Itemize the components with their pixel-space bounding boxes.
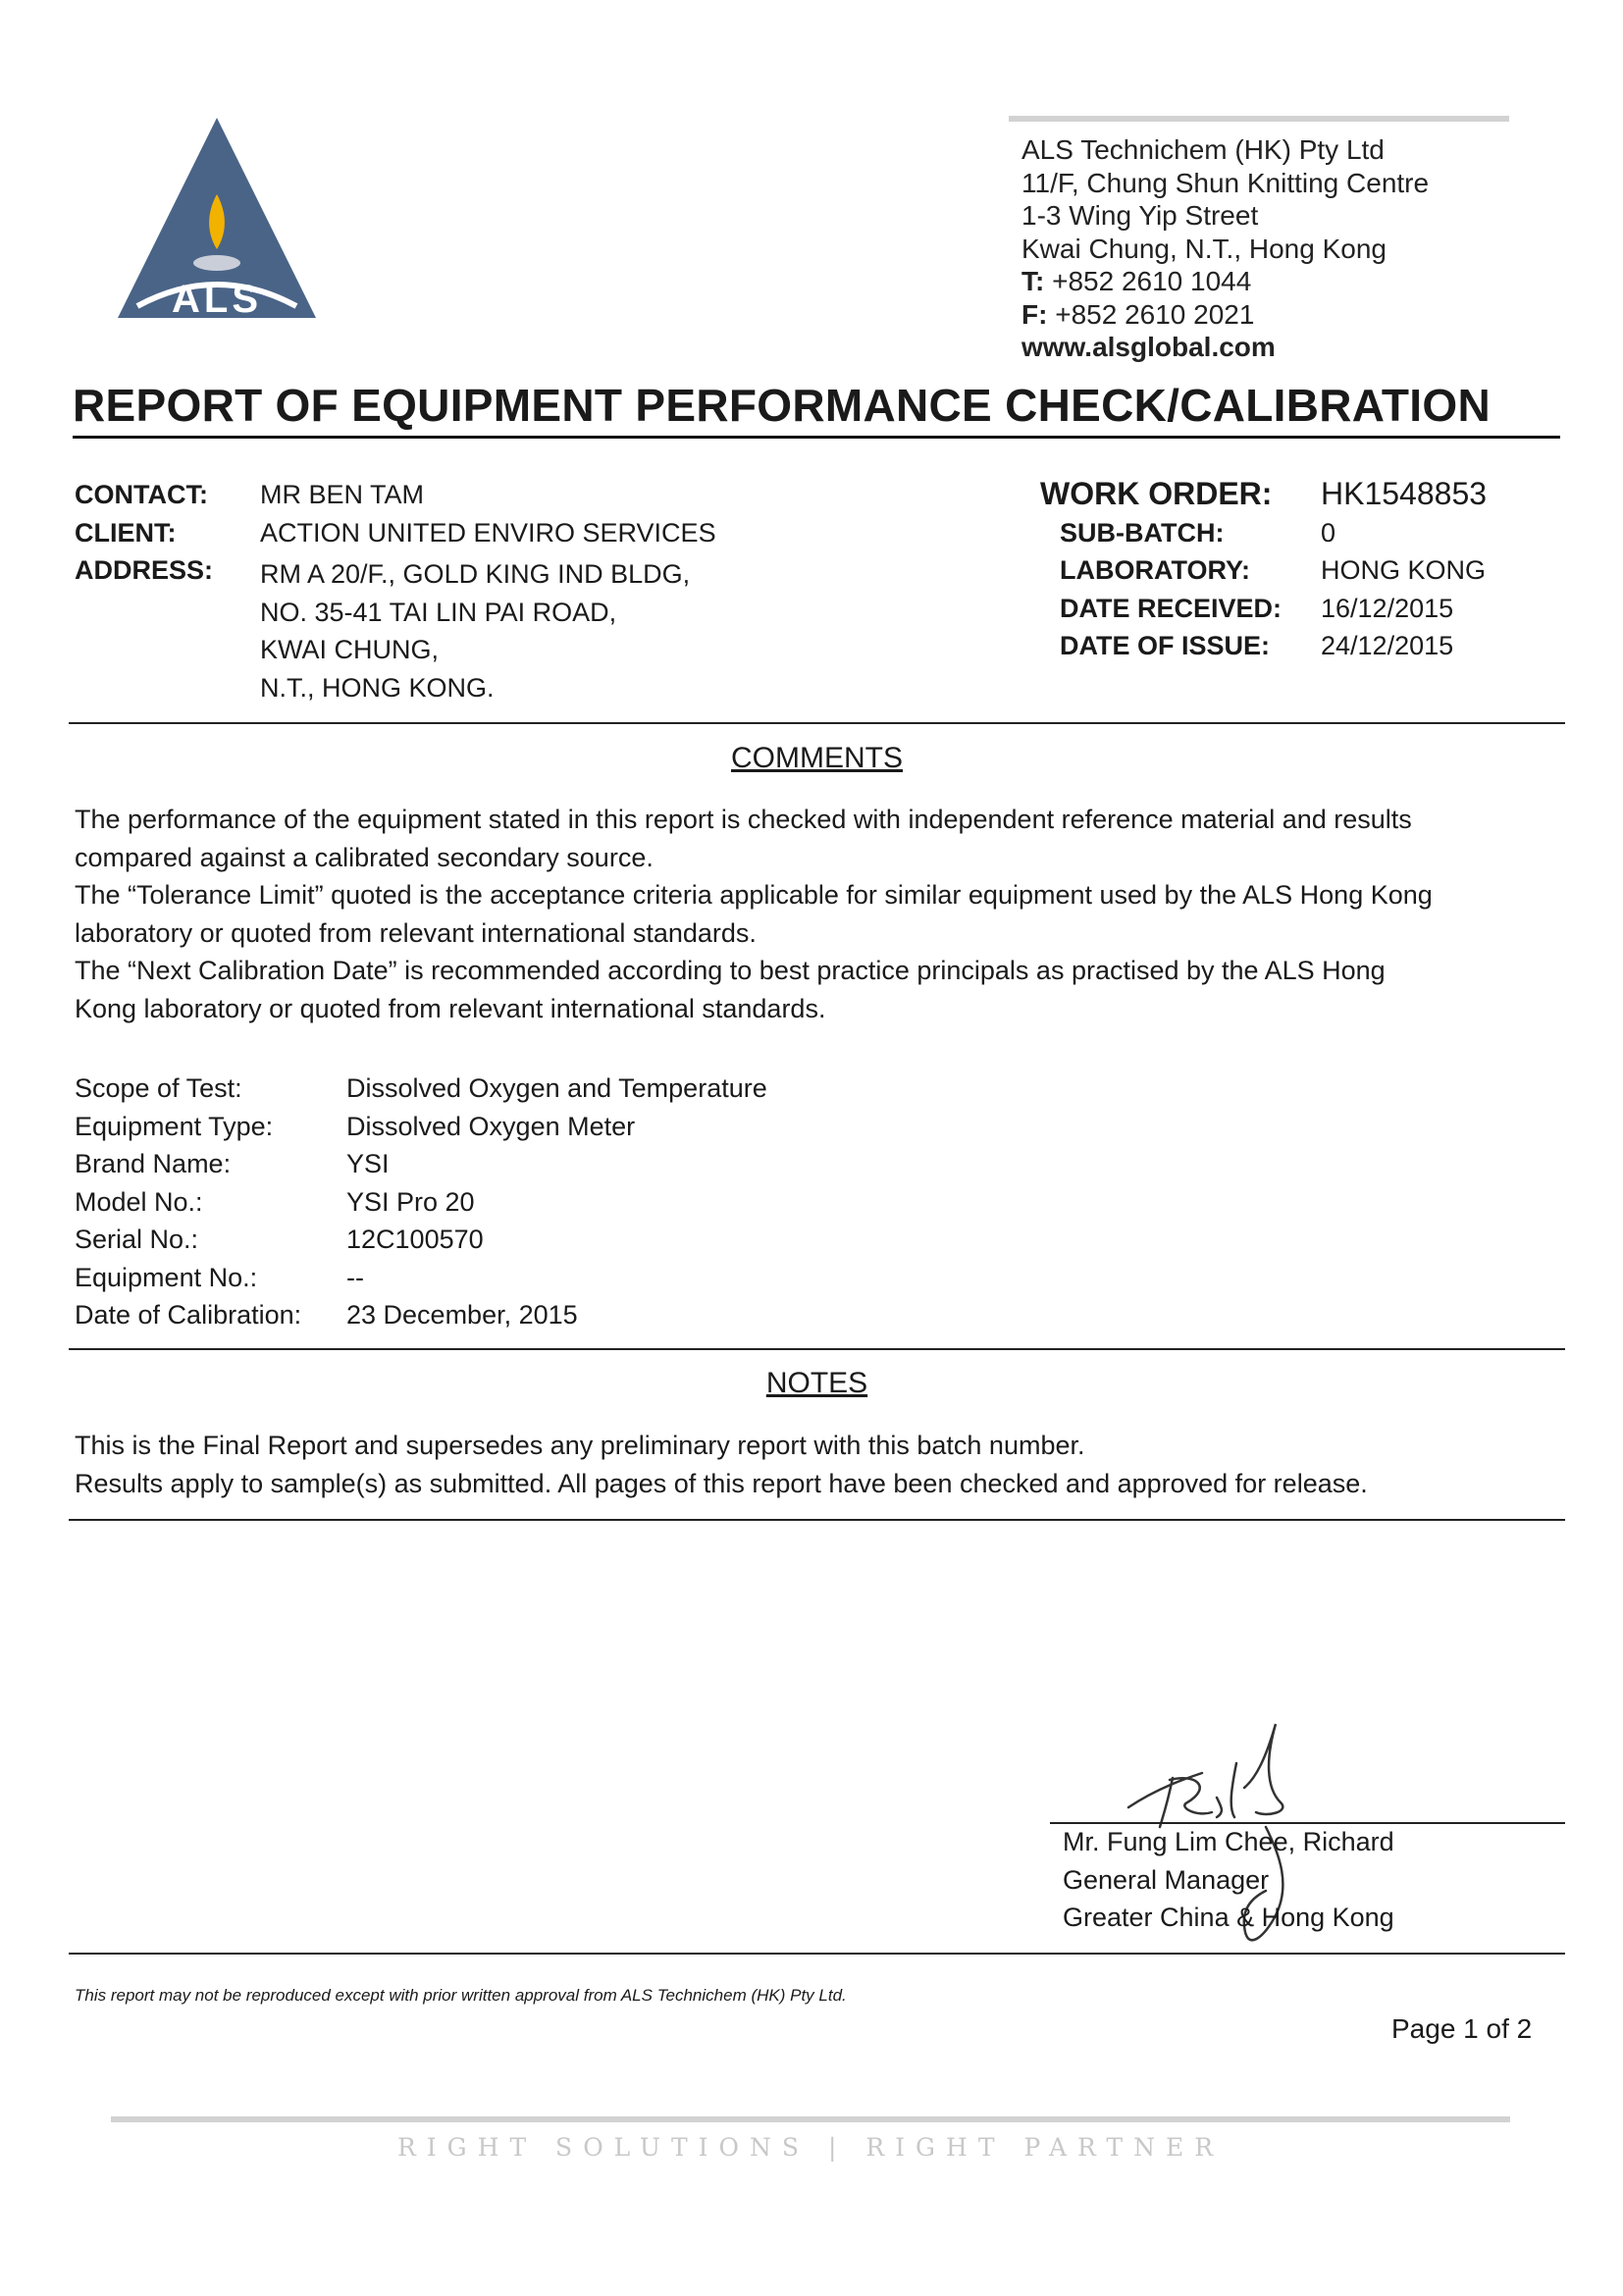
signatory-block — [1063, 1823, 1394, 1937]
client-value: ACTION UNITED ENVIRO SERVICES — [260, 518, 716, 548]
contact-label: CONTACT: — [75, 480, 208, 509]
calibration-date-value: 23 December, 2015 — [346, 1300, 578, 1330]
comments-heading: COMMENTS — [731, 742, 903, 774]
contact-value: MR BEN TAM — [260, 480, 425, 509]
equipment-labels: Scope of Test: Equipment Type: Brand Name: Model No.: Serial No.: Equipment No.: Date of Calibration: — [75, 1073, 302, 1330]
signatory-name: Mr. Fung Lim Chee, Richard — [1063, 1827, 1394, 1856]
company-address-3: Kwai Chung, N.T., Hong Kong — [1021, 233, 1387, 264]
company-website[interactable]: www.alsglobal.com — [1021, 332, 1276, 362]
address-label: ADDRESS: — [75, 555, 214, 585]
work-order-value: HK1548853 — [1321, 476, 1488, 511]
client-label: CLIENT: — [75, 518, 177, 548]
als-logo — [116, 116, 318, 324]
sub-batch-value: 0 — [1321, 518, 1336, 548]
equipment-type-value: Dissolved Oxygen Meter — [346, 1111, 636, 1141]
company-address-1: 11/F, Chung Shun Knitting Centre — [1021, 167, 1430, 198]
divider-1 — [69, 722, 1565, 724]
sub-batch-label: SUB-BATCH: — [1060, 518, 1225, 548]
logo-text: ALS — [172, 278, 262, 321]
date-issue-value: 24/12/2015 — [1321, 631, 1454, 660]
company-tel: T: +852 2610 1044 — [1021, 266, 1252, 296]
signatory-title: General Manager — [1063, 1864, 1270, 1895]
notes-heading: NOTES — [765, 1367, 868, 1399]
page-number: Page 1 of 2 — [1391, 2013, 1533, 2044]
date-received-label: DATE RECEIVED: — [1060, 594, 1283, 623]
model-value: YSI Pro 20 — [346, 1186, 475, 1217]
report-title: REPORT OF EQUIPMENT PERFORMANCE CHECK/CALIBRATION — [73, 379, 1560, 439]
company-name: ALS Technichem (HK) Pty Ltd — [1021, 134, 1385, 165]
date-received-value: 16/12/2015 — [1321, 594, 1454, 623]
divider-3 — [69, 1519, 1565, 1521]
company-address-2: 1-3 Wing Yip Street — [1021, 200, 1259, 231]
laboratory-label: LABORATORY: — [1060, 555, 1250, 585]
brand-value: YSI — [346, 1149, 390, 1178]
scope-value: Dissolved Oxygen and Temperature — [346, 1073, 767, 1103]
disclaimer: This report may not be reproduced except with prior written approval from ALS Technichem (HK) Pty Ltd. — [75, 1986, 847, 2005]
tagline: RIGHT SOLUTIONS | RIGHT PARTNER — [396, 2133, 1225, 2162]
equipment-values — [346, 1070, 767, 1334]
notes-body: This is the Final Report and supersedes any preliminary report with this batch number. Results apply to sample(s) as submitted. All pages of this report have been checked and approved for release. — [75, 1431, 1368, 1498]
work-order-label: WORK ORDER: — [1040, 476, 1273, 511]
equipment-no-value: -- — [346, 1262, 364, 1292]
divider-4 — [69, 1953, 1565, 1955]
date-issue-label: DATE OF ISSUE: — [1060, 631, 1271, 660]
company-fax: F: +852 2610 2021 — [1021, 298, 1255, 330]
footer-bar — [111, 2116, 1510, 2122]
divider-2 — [69, 1348, 1565, 1350]
address-value: RM A 20/F., GOLD KING IND BLDG, NO. 35-41 TAI LIN PAI ROAD, KWAI CHUNG, N.T., HONG KONG. — [260, 559, 691, 703]
header-bar — [1009, 116, 1509, 122]
serial-value: 12C100570 — [346, 1225, 484, 1254]
laboratory-value: HONG KONG — [1321, 555, 1487, 585]
comments-body: The performance of the equipment stated in this report is checked with independent reference material and results compared against a calibrated secondary source. The “Tolerance Limit” quoted is the acceptance criteria applicable for similar equipment used by the ALS Hong Kong laboratory or quoted from relevant international standards. The “Next Calibration Date” is recommended according to best practice principals as practised by the ALS Hong Kong laboratory or quoted from relevant international standards. — [75, 805, 1433, 1023]
signatory-region: Greater China & Hong Kong — [1063, 1903, 1394, 1932]
company-block — [1021, 133, 1429, 364]
